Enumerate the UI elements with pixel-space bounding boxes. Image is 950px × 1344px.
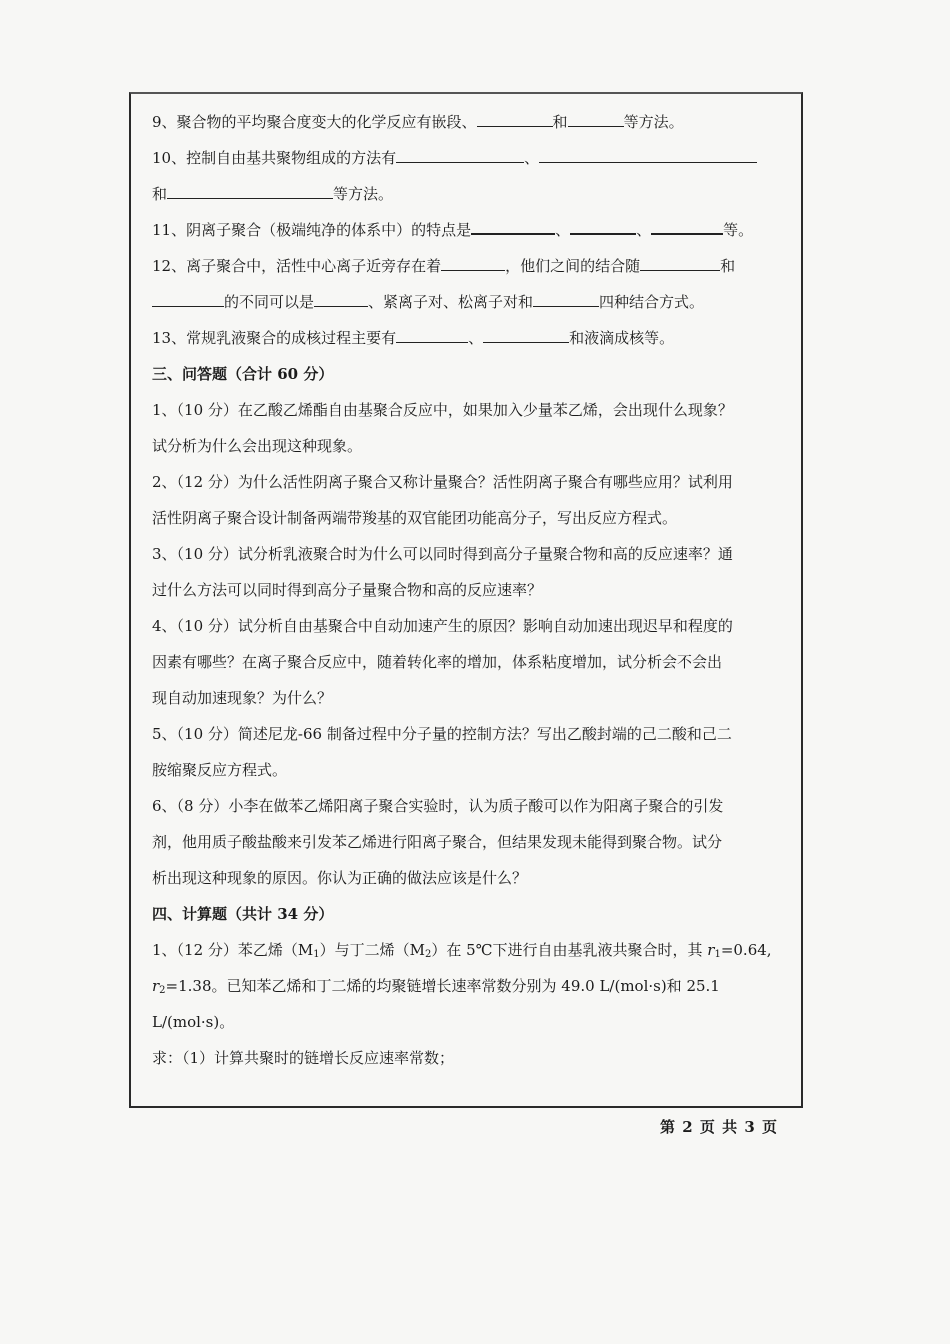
question-13: 13、常规乳液聚合的成核过程主要有 、 和液滴成核等。 [152, 329, 675, 347]
s4-q1-line3: L/(mol·s)。 [152, 1013, 235, 1031]
s4-q1-line1: 1、（12 分）苯乙烯$(M_1)$与丁二烯$(M_2)$在 5℃下进行自由基乳液共聚合时，其 $r_1=0.64$, [152, 941, 772, 960]
s3-q6-line2: 剂，他用质子酸盐酸来引发苯乙烯进行阳离子聚合，但结果发现未能得到聚合物。试分 [152, 833, 723, 851]
answer-blank[interactable] [568, 112, 624, 127]
s3-q6-line1: 6、（8 分）小李在做苯乙烯阳离子聚合实验时，认为质子酸可以作为阳离子聚合的引发 [152, 797, 724, 815]
answer-blank[interactable] [570, 219, 636, 235]
question-11: 11、阴离子聚合（极端纯净的体系中）的特点是 、 、 等。 [152, 221, 754, 239]
s3-q3-line1: 3、（10 分）试分析乳液聚合时为什么可以同时得到高分子量聚合物和高的反应速率？通 [152, 545, 733, 563]
answer-blank[interactable] [651, 219, 723, 235]
s4-q1-line2: $r_2=1.38$。已知苯乙烯和丁二烯的均聚链增长速率常数分别为 49.0 L/(mol·s)和 25.1 [152, 977, 720, 996]
s3-q4-line3: 现自动加速现象？为什么？ [152, 689, 333, 707]
answer-blank[interactable] [314, 292, 368, 307]
question-10-cont: 和 等方法。 [152, 185, 394, 203]
answer-blank[interactable] [396, 328, 468, 343]
answer-blank[interactable] [483, 328, 569, 343]
answer-blank[interactable] [539, 148, 757, 163]
answer-blank[interactable] [533, 292, 599, 307]
answer-blank[interactable] [640, 256, 720, 271]
s3-q5-line1: 5、（10 分）简述尼龙-66 制备过程中分子量的控制方法？写出乙酸封端的己二酸和己二 [152, 725, 732, 743]
s3-q1-line2: 试分析为什么会出现这种现象。 [152, 437, 363, 455]
s3-q2-line1: 2、（12 分）为什么活性阴离子聚合又称计量聚合？活性阴离子聚合有哪些应用？试利用 [152, 473, 733, 491]
section-3-heading: 三、问答题（合计 60 分） [152, 365, 334, 383]
answer-blank[interactable] [152, 292, 224, 307]
s3-q6-line3: 析出现这种现象的原因。你认为正确的做法应该是什么？ [152, 869, 528, 887]
exam-content [152, 104, 792, 1076]
question-9: 9、聚合物的平均聚合度变大的化学反应有嵌段、 和 等方法。 [152, 113, 684, 131]
answer-blank[interactable] [441, 256, 505, 271]
s3-q4-line1: 4、（10 分）试分析自由基聚合中自动加速产生的原因？影响自动加速出现迟早和程度的 [152, 617, 733, 635]
s3-q1-line1: 1、（10 分）在乙酸乙烯酯自由基聚合反应中，如果加入少量苯乙烯，会出现什么现象？ [152, 401, 733, 419]
section-4-heading: 四、计算题（共计 34 分） [152, 905, 334, 923]
s4-q1-line4: 求：（1）计算共聚时的链增长反应速率常数； [152, 1049, 455, 1067]
answer-blank[interactable] [477, 112, 553, 127]
s3-q2-line2: 活性阴离子聚合设计制备两端带羧基的双官能团功能高分子，写出反应方程式。 [152, 509, 678, 527]
question-10: 10、控制自由基共聚物组成的方法有 、 [152, 140, 792, 176]
s3-q5-line2: 胺缩聚反应方程式。 [152, 761, 288, 779]
question-12: 12、离子聚合中，活性中心离子近旁存在着 ，他们之间的结合随 和 [152, 257, 736, 275]
s3-q4-line2: 因素有哪些？在离子聚合反应中，随着转化率的增加，体系粘度增加，试分析会不会出 [152, 653, 723, 671]
page-number: 第 2 页 共 3 页 [660, 1118, 778, 1136]
answer-blank[interactable] [396, 148, 524, 163]
answer-blank[interactable] [471, 219, 555, 235]
question-12-cont: 的不同可以是 、紧离子对、松离子对和 四种结合方式。 [152, 284, 792, 320]
answer-blank[interactable] [167, 184, 333, 199]
s3-q3-line2: 过什么方法可以同时得到高分子量聚合物和高的反应速率？ [152, 581, 543, 599]
